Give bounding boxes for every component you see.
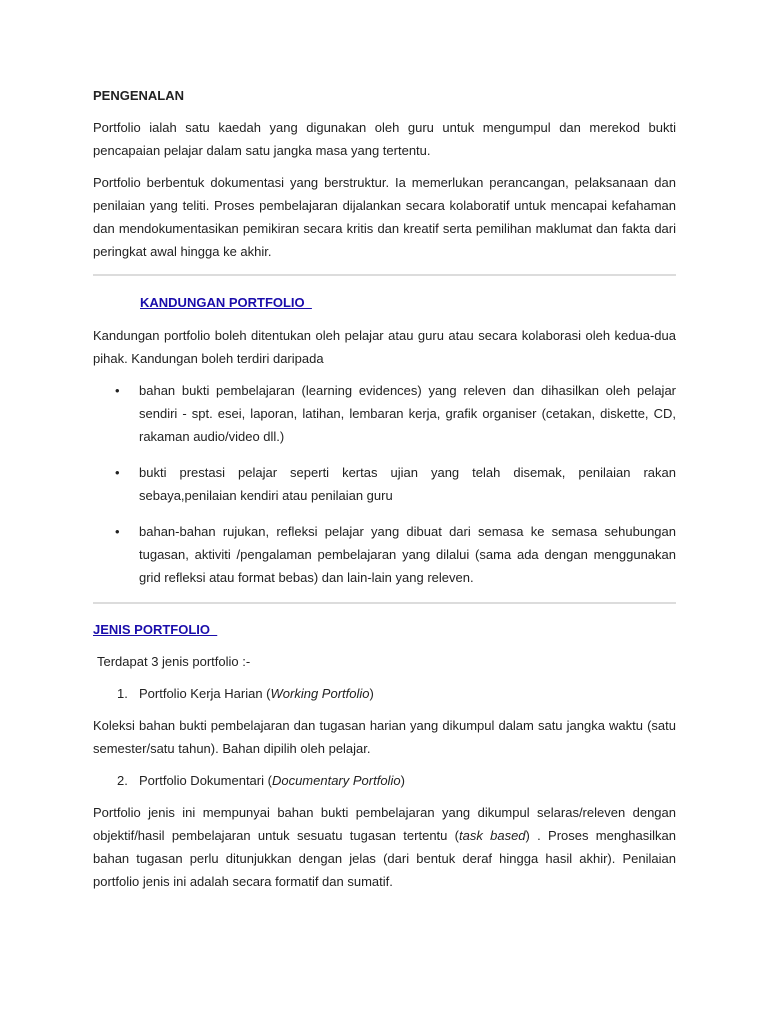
jenis-portfolio-link[interactable]: JENIS PORTFOLIO <box>93 622 218 637</box>
item-title: Portfolio Dokumentari ( <box>139 773 272 788</box>
jenis-intro: Terdapat 3 jenis portfolio :- <box>97 654 251 669</box>
item-2-desc-part-a: Portfolio jenis ini mempunyai bahan bukti pembelajaran yang dikumpul selaras/releven dengan objektif/hasil pembelajaran untuk sesuatu tugasan tertentu ( <box>93 805 676 843</box>
kandungan-paragraph: Kandungan portfolio boleh ditentukan oleh pelajar atau guru atau secara kolaborasi oleh kedua-dua pihak. Kandungan boleh terdiri daripada <box>93 328 676 366</box>
item-2-description <box>93 801 676 893</box>
item-1-description: Koleksi bahan bukti pembelajaran dan tugasan harian yang dikumpul dalam satu jangka waktu (satu semester/satu tahun). Bahan dipilih oleh pelajar. <box>93 718 676 756</box>
kandungan-bullet-list <box>93 379 676 589</box>
item-title-close: ) <box>369 686 374 701</box>
item-title-english: Working Portfolio <box>270 686 370 701</box>
list-item <box>93 520 676 589</box>
numbered-item-2 <box>93 769 676 792</box>
list-item-text: bahan bukti pembelajaran (learning evidences) yang releven dan dihasilkan oleh pelajar sendiri - spt. esei, laporan, latihan, lembaran kerja, grafik organiser (cetakan, diskette, CD, rakaman audio/video dll.) <box>139 383 676 444</box>
numbered-item-1 <box>93 682 676 705</box>
bullet-icon: • <box>115 465 120 480</box>
list-item-text: bahan-bahan rujukan, refleksi pelajar yang dibuat dari semasa ke semasa sehubungan tugasan, aktiviti /pengalaman pembelajaran yang dilalui (sama ada dengan menggunakan grid refleksi atau format bebas) dan lain-lain yang releven. <box>139 524 676 585</box>
heading-pengenalan: PENGENALAN <box>93 88 185 103</box>
item-2-desc-part-b: ) . Proses menghasilkan bahan tugasan perlu ditunjukkan dengan jelas (dari bentuk deraf hingga hasil akhir). Penilaian portfolio jenis ini adalah secara formatif dan sumatif. <box>93 828 677 889</box>
list-item <box>93 379 676 448</box>
item-title-close: ) <box>400 773 405 788</box>
kandungan-portfolio-link[interactable]: KANDUNGAN PORTFOLIO <box>140 295 312 310</box>
section-divider-1 <box>93 274 676 276</box>
item-2-desc-emphasis: task based <box>459 828 526 843</box>
document-body <box>93 84 676 902</box>
item-number: 2. <box>117 773 128 788</box>
section-divider-2 <box>93 602 676 604</box>
heading-kandungan-portfolio[interactable] <box>93 291 676 314</box>
item-title-english: Documentary Portfolio <box>271 773 401 788</box>
item-number: 1. <box>117 686 128 701</box>
heading-jenis-portfolio[interactable] <box>93 618 676 641</box>
bullet-icon: • <box>115 383 120 398</box>
intro-paragraph-1: Portfolio ialah satu kaedah yang digunakan oleh guru untuk mengumpul dan merekod bukti pencapaian pelajar dalam satu jangka masa yang tertentu. <box>93 120 676 158</box>
list-item-text: bukti prestasi pelajar seperti kertas ujian yang telah disemak, penilaian rakan sebaya,penilaian kendiri atau penilaian guru <box>139 465 676 503</box>
item-title: Portfolio Kerja Harian ( <box>139 686 271 701</box>
intro-paragraph-2: Portfolio berbentuk dokumentasi yang berstruktur. Ia memerlukan perancangan, pelaksanaan dan penilaian yang teliti. Proses pembelajaran dijalankan secara kolaboratif untuk mencapai kefahaman dan mendokumentasikan pemikiran secara kritis dan kreatif serta pemilihan maklumat dan fakta dari peringkat awal hingga ke akhir. <box>93 175 676 259</box>
bullet-icon: • <box>115 524 120 539</box>
list-item <box>93 461 676 507</box>
